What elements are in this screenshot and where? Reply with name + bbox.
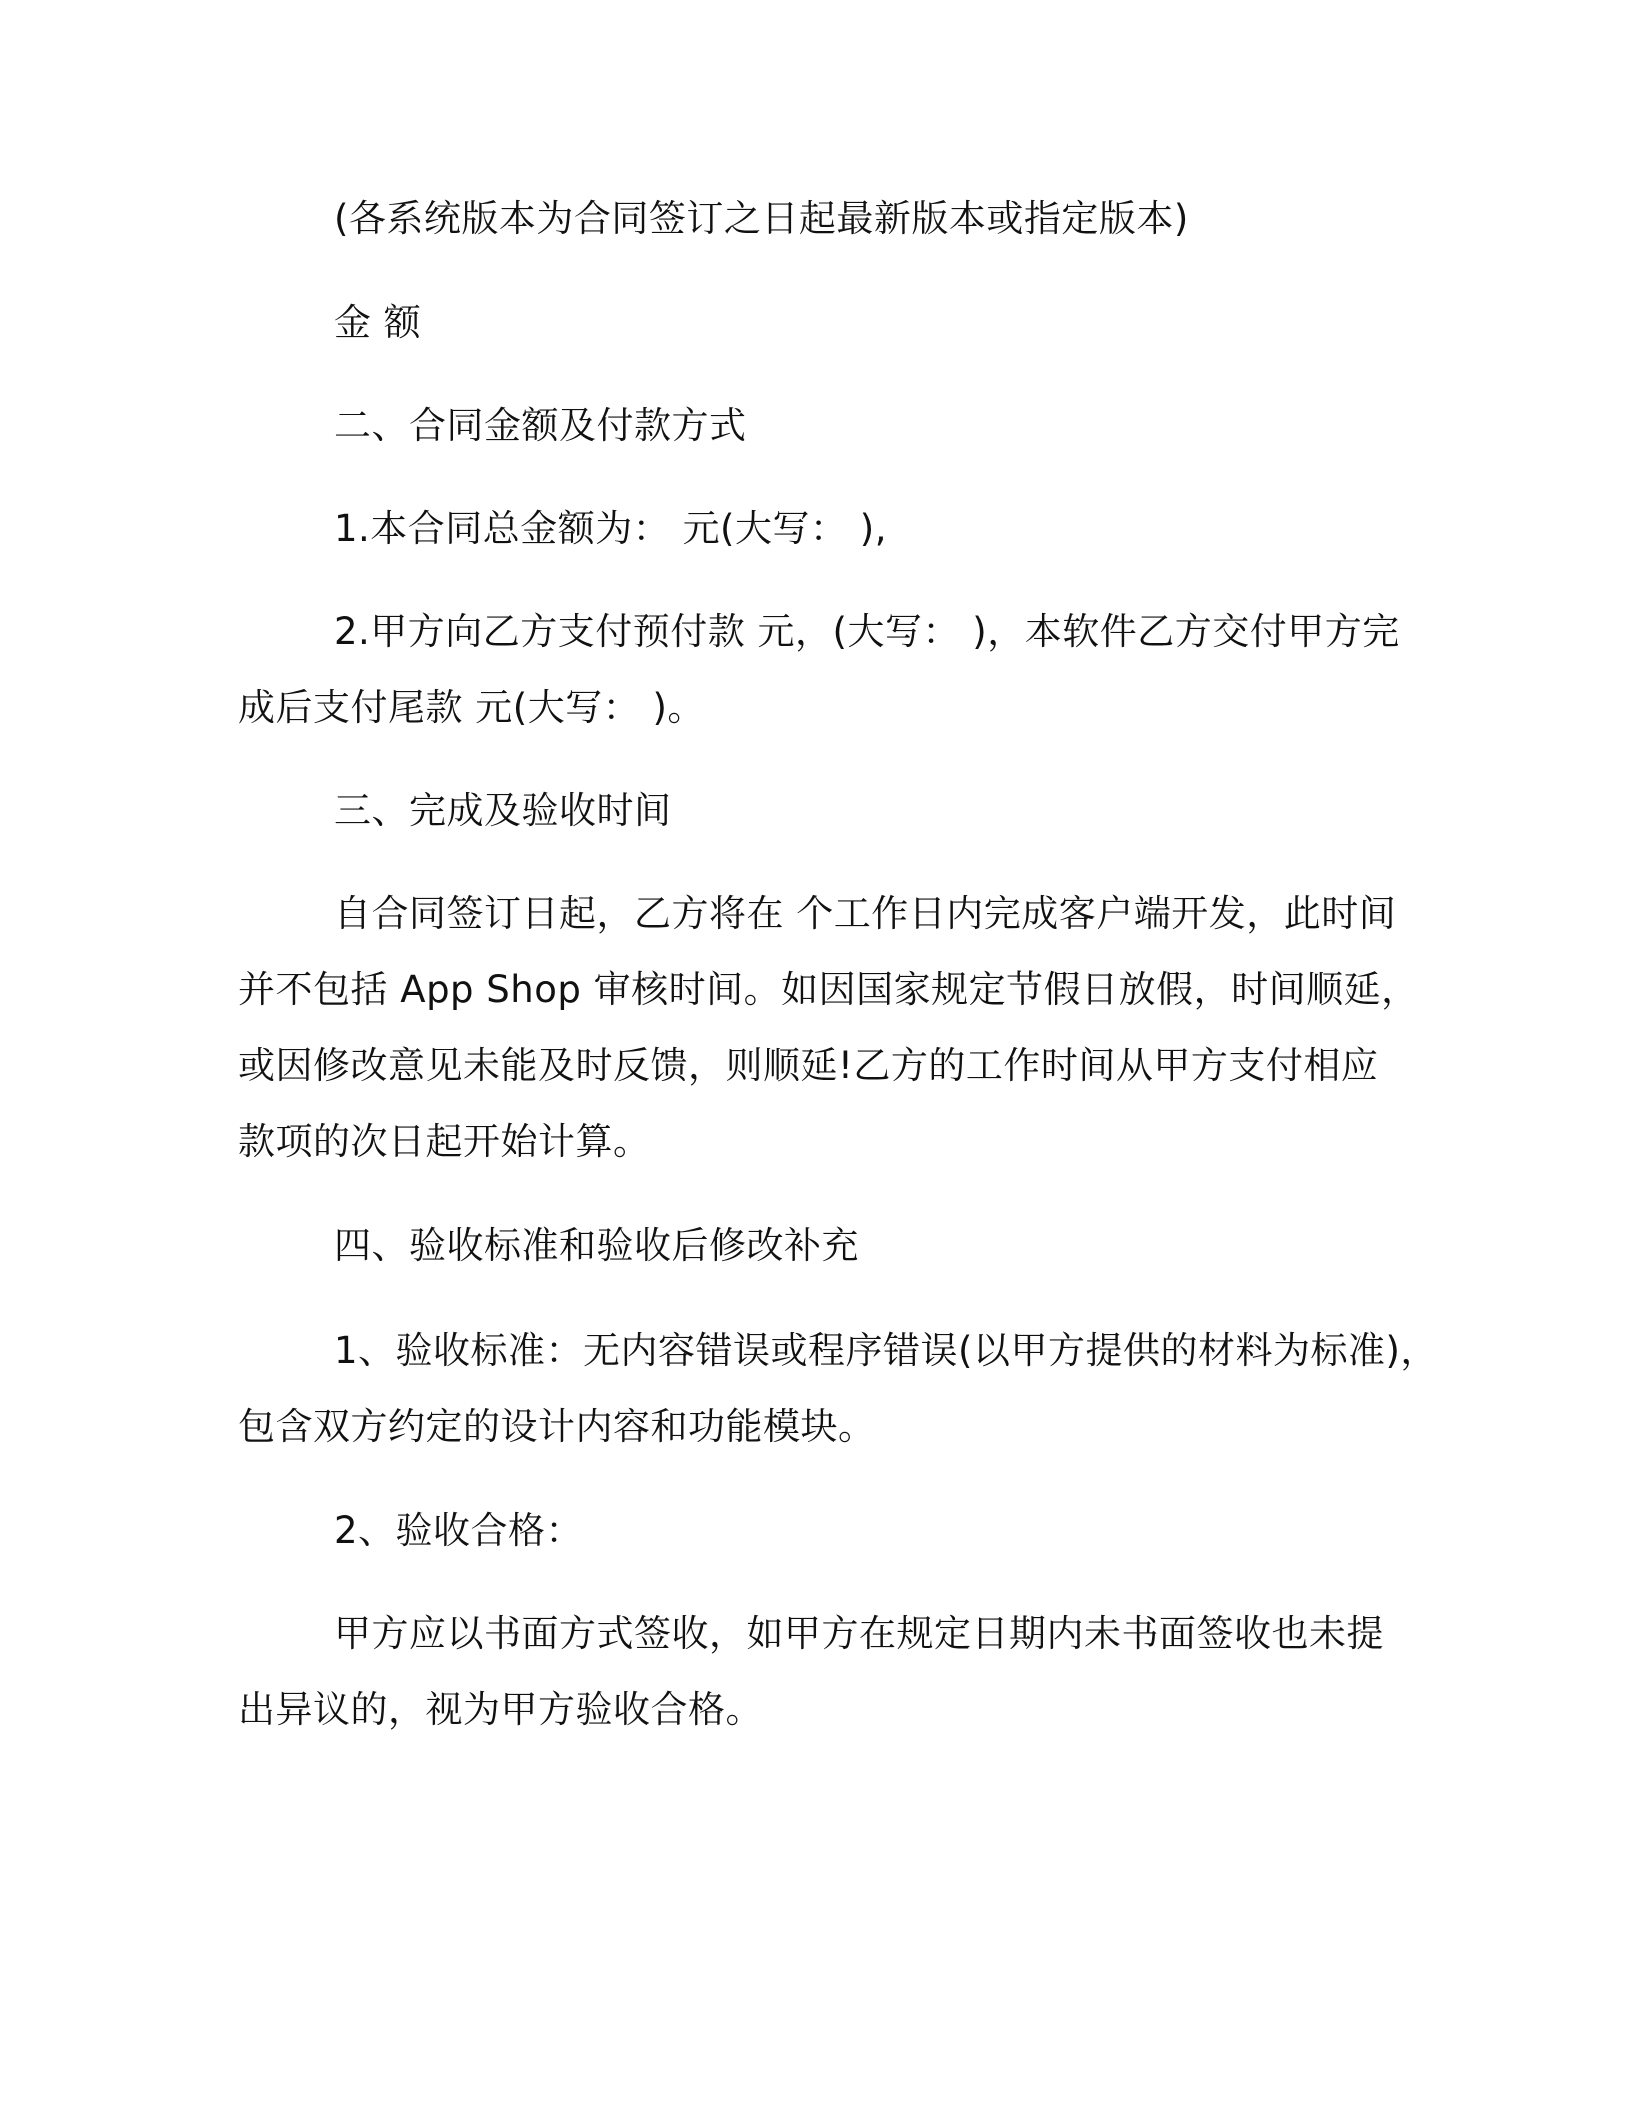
paragraph-line: 1、验收标准：无内容错误或程序错误(以甲方提供的材料为标准)， bbox=[334, 1329, 1438, 1372]
clause-2-1-paragraph bbox=[238, 491, 1408, 567]
paragraph-line: 并不包括 App Shop 审核时间。如因国家规定节假日放假，时间顺延， bbox=[238, 968, 1419, 1011]
paragraph-line: 自合同签订日起，乙方将在 个工作日内完成客户端开发，此时间 bbox=[334, 892, 1397, 935]
paragraph-line: 2、验收合格： bbox=[334, 1509, 584, 1552]
paragraph-line: 二、合同金额及付款方式 bbox=[334, 404, 747, 447]
version-note-paragraph bbox=[238, 181, 1408, 257]
clause-4-2-body-paragraph bbox=[238, 1596, 1408, 1748]
paragraph-line: 四、验收标准和验收后修改补充 bbox=[334, 1224, 859, 1267]
paragraph-line: 款项的次日起开始计算。 bbox=[238, 1120, 651, 1163]
paragraph-line: 或因修改意见未能及时反馈，则顺延!乙方的工作时间从甲方支付相应 bbox=[238, 1044, 1379, 1087]
paragraph-line: 三、完成及验收时间 bbox=[334, 789, 672, 832]
paragraph-line: 成后支付尾款 元(大写： )。 bbox=[238, 686, 705, 729]
section-3-body-paragraph bbox=[238, 876, 1419, 1180]
clause-4-1-paragraph bbox=[238, 1313, 1438, 1465]
paragraph-line: 金 额 bbox=[334, 301, 422, 344]
paragraph-line: 2.甲方向乙方支付预付款 元，(大写： )，本软件乙方交付甲方完 bbox=[334, 610, 1400, 653]
paragraph-line: 1.本合同总金额为： 元(大写： ), bbox=[334, 507, 887, 550]
amount-heading bbox=[238, 285, 1408, 361]
section-2-heading bbox=[238, 388, 1408, 464]
paragraph-line: (各系统版本为合同签订之日起最新版本或指定版本) bbox=[334, 197, 1189, 240]
section-3-heading bbox=[238, 773, 1408, 849]
paragraph-line: 甲方应以书面方式签收，如甲方在规定日期内未书面签收也未提 bbox=[334, 1612, 1384, 1655]
clause-2-2-paragraph bbox=[238, 594, 1408, 746]
paragraph-line: 出异议的，视为甲方验收合格。 bbox=[238, 1688, 763, 1731]
paragraph-line: 包含双方约定的设计内容和功能模块。 bbox=[238, 1405, 876, 1448]
clause-4-2-heading bbox=[238, 1493, 1408, 1569]
section-4-heading bbox=[238, 1208, 1408, 1284]
